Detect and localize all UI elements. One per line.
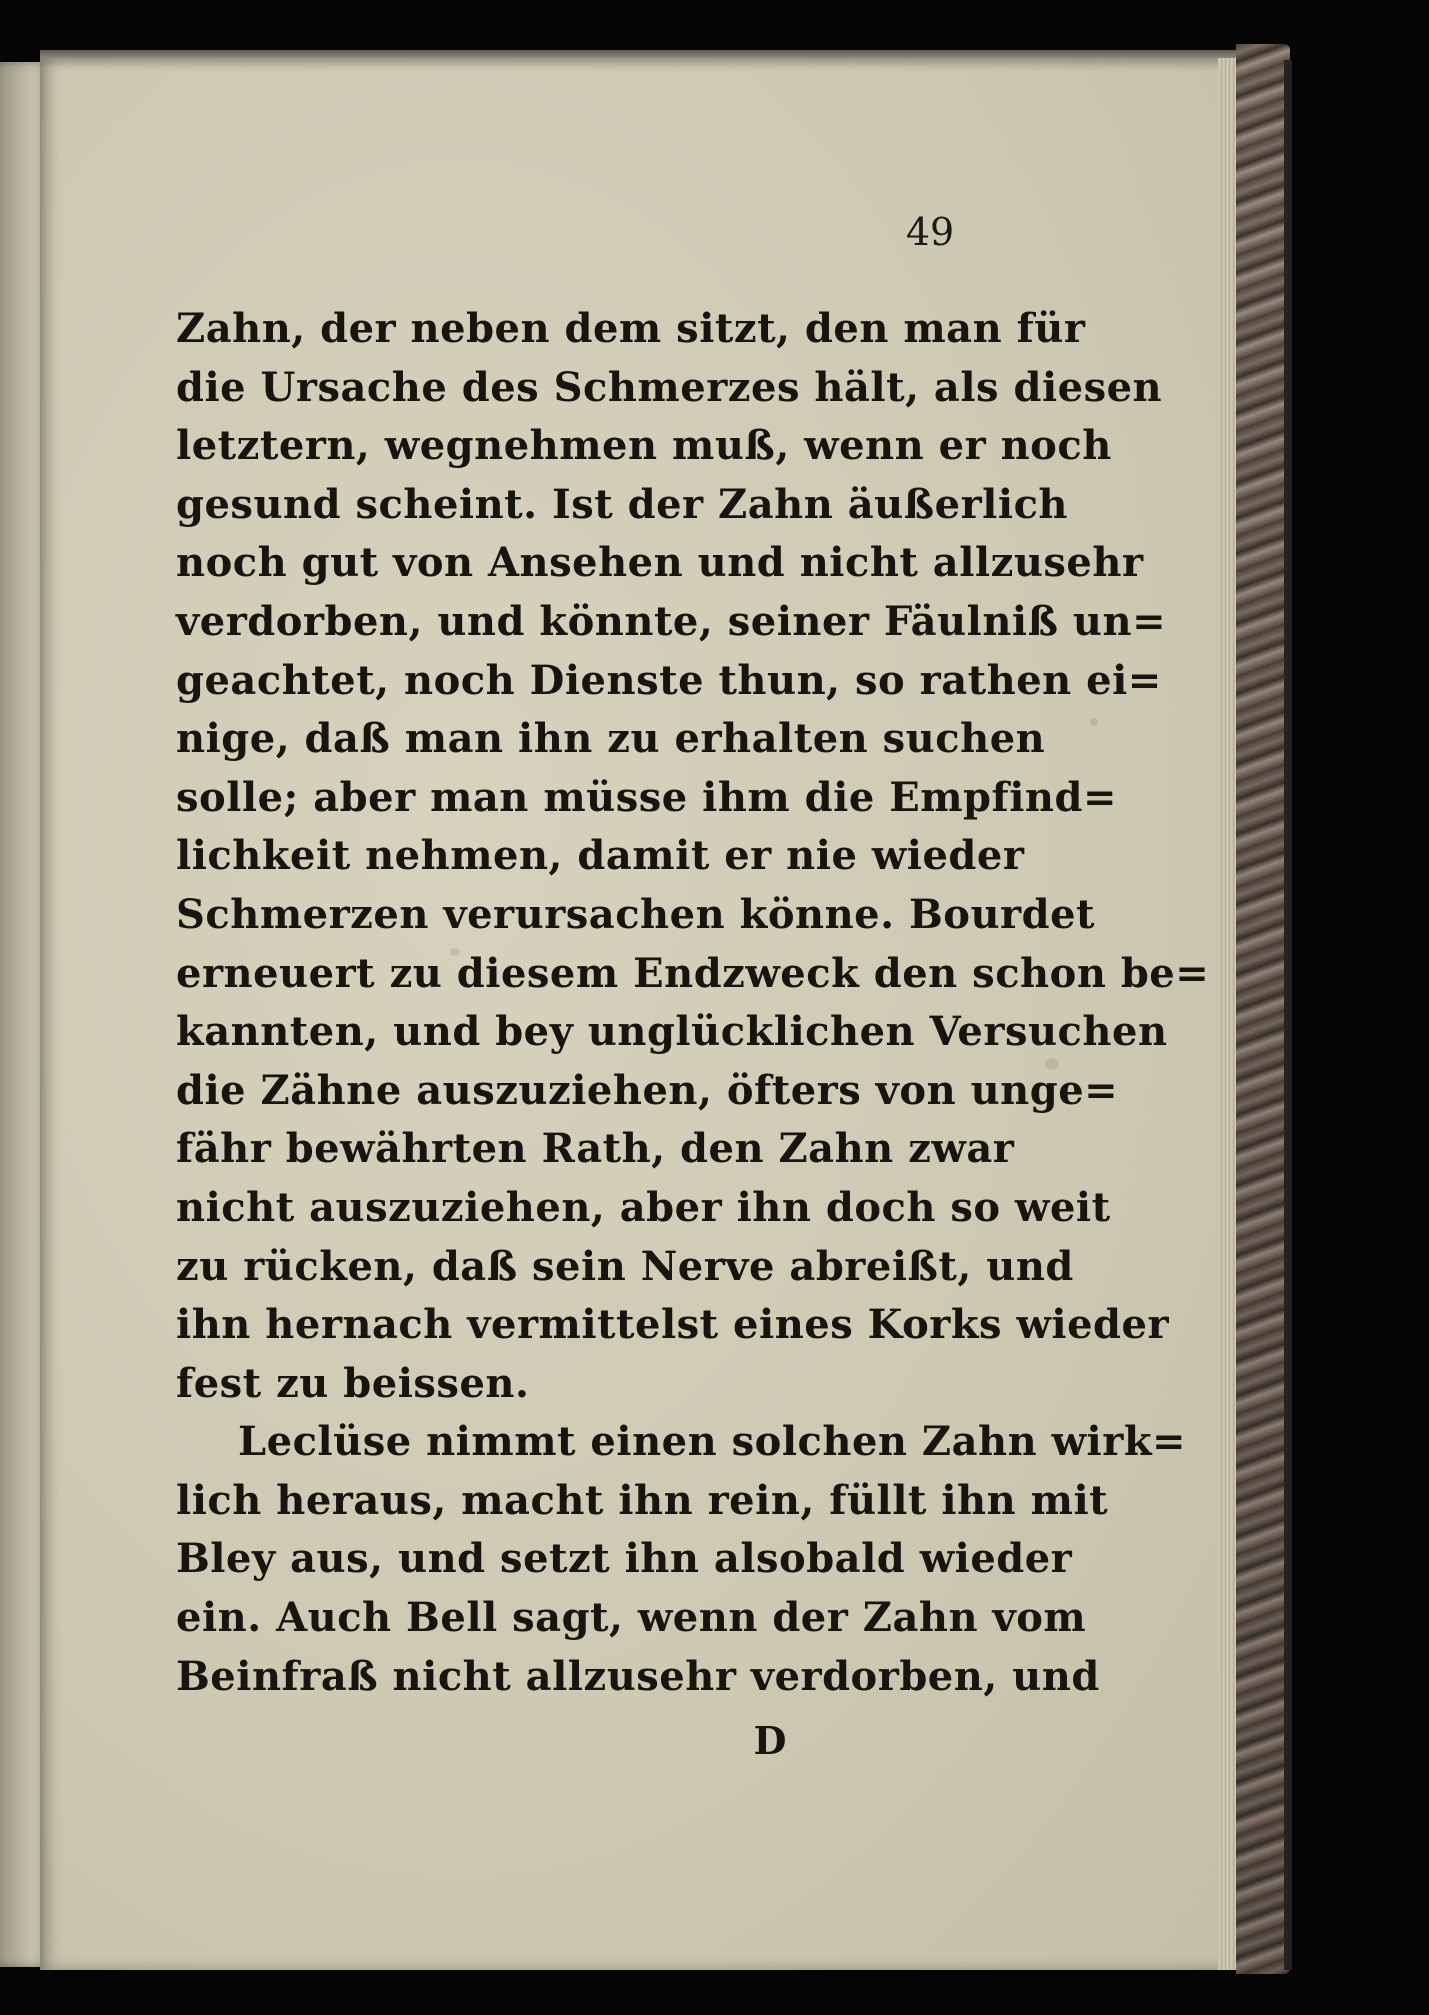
text-line: kannten, und bey unglücklichen Versuchen [176, 1008, 1168, 1056]
text-line: nige, daß man ihn zu erhalten suchen [176, 715, 1046, 763]
text-line: noch gut von Ansehen und nicht allzusehr [176, 539, 1144, 587]
text-line: Zahn, der neben dem sitzt, den man für [176, 305, 1086, 352]
text-line: ein. Auch Bell sagt, wenn der Zahn vom [176, 1594, 1087, 1642]
text-line: solle; aber man müsse ihm die Empfind= [176, 773, 1117, 821]
body-text [176, 300, 1210, 1706]
text-line: zu rücken, daß sein Nerve abreißt, und [176, 1242, 1074, 1290]
text-line: verdorben, und könnte, seiner Fäulniß un= [176, 597, 1167, 645]
cover-edge [1284, 60, 1292, 1970]
text-line: die Ursache des Schmerzes hält, als diesen [176, 363, 1163, 411]
text-line: lichkeit nehmen, damit er nie wieder [176, 832, 1025, 880]
text-line: letztern, wegnehmen muß, wenn er noch [176, 422, 1112, 470]
text-line: gesund scheint. Ist der Zahn äußerlich [176, 480, 1069, 528]
text-line: Bley aus, und setzt ihn alsobald wieder [176, 1535, 1073, 1583]
text-line: nicht auszuziehen, aber ihn doch so weit [176, 1183, 1111, 1231]
text-line: Leclüse nimmt einen solchen Zahn wirk= [238, 1418, 1187, 1466]
text-line: Beinfraß nicht allzusehr verdorben, und [176, 1652, 1100, 1700]
text-line: Schmerzen verursachen könne. Bourdet [176, 890, 1095, 938]
marbled-cover [1236, 44, 1290, 1974]
page-number: 49 [905, 210, 955, 254]
text-line: die Zähne auszuziehen, öfters von unge= [176, 1066, 1119, 1114]
text-line: fest zu beissen. [176, 1359, 530, 1407]
text-line: lich heraus, macht ihn rein, füllt ihn mit [176, 1476, 1109, 1524]
text-line: erneuert zu diesem Endzweck den schon be= [176, 949, 1210, 997]
signature-mark: D [753, 1718, 787, 1763]
text-line: ihn hernach vermittelst eines Korks wieder [176, 1301, 1170, 1349]
text-line: fähr bewährten Rath, den Zahn zwar [176, 1125, 1015, 1173]
text-line: geachtet, noch Dienste thun, so rathen ei= [176, 656, 1162, 704]
foxing-spot [1090, 718, 1098, 726]
